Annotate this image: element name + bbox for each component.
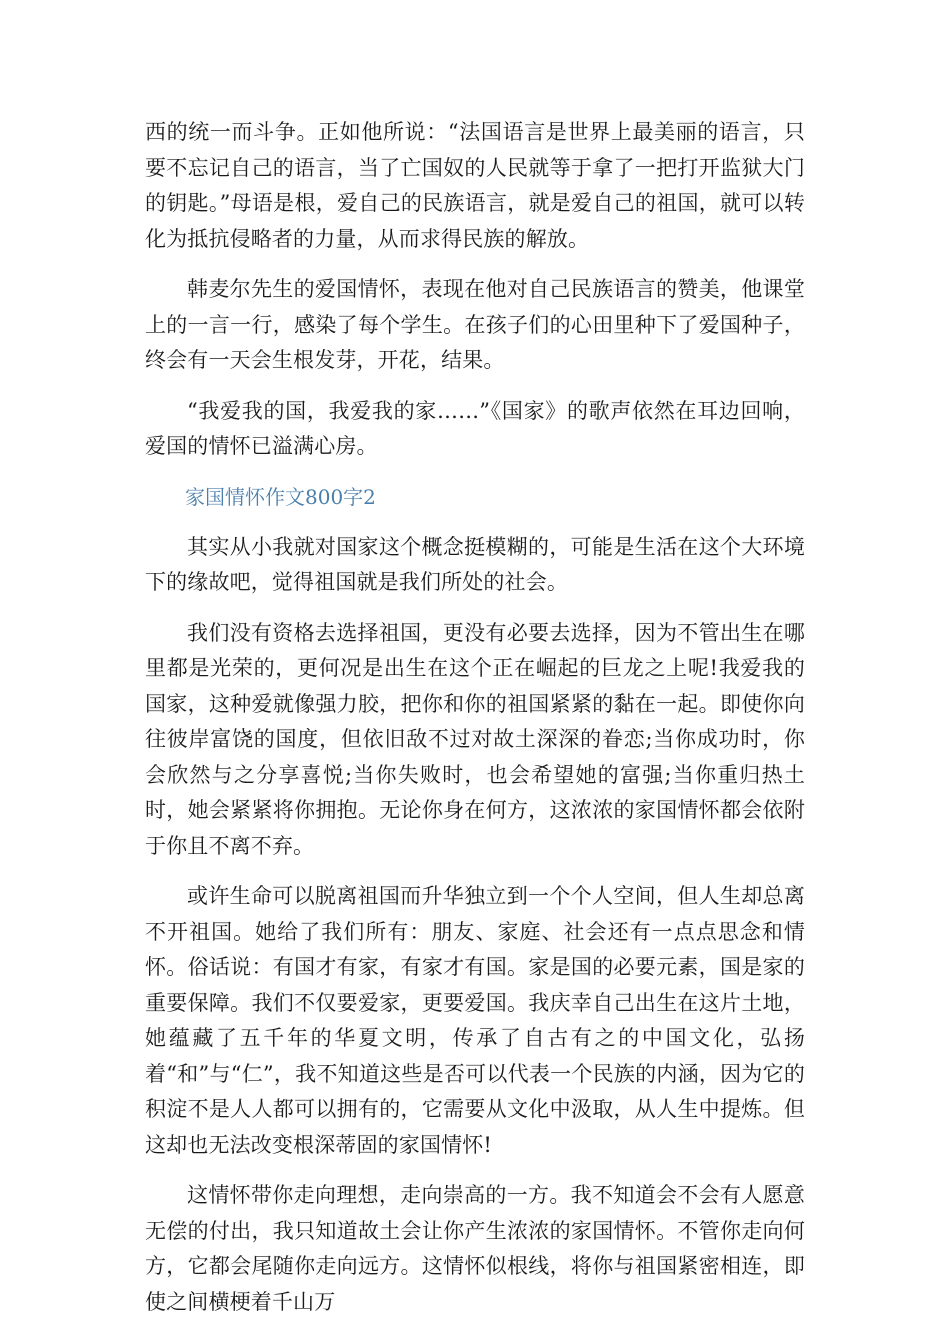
paragraph-sentiment: 这情怀带你走向理想，走向崇高的一方。我不知道会不会有人愿意无偿的付出，我只知道故土会让你产生浓浓的家国情怀。不管你走向何方，它都会尾随你走向远方。这情怀似根线，将你与祖国紧密相连，即使之间横梗着千山万 <box>145 1183 805 1314</box>
paragraph-love-country: 我们没有资格去选择祖国，更没有必要去选择，因为不管出生在哪里都是光荣的，更何况是出生在这个正在崛起的巨龙之上呢!我爱我的国家，这种爱就像强力胶，把你和你的祖国紧紧的黏在一起。即使你向往彼岸富饶的国度，但依旧敌不过对故土深深的眷恋;当你成功时，你会欣然与之分享喜悦;当你失败时，也会希望她的富强;当你重归热土时，她会紧紧将你拥抱。无论你身在何方，这浓浓的家国情怀都会依附于你且不离不弃。 <box>145 620 805 858</box>
paragraph-teacher-patriotism: 韩麦尔先生的爱国情怀，表现在他对自己民族语言的赞美，他课堂上的一言一行，感染了每个学生。在孩子们的心田里种下了爱国种子，终会有一天会生根发芽，开花，结果。 <box>145 277 805 372</box>
paragraph-life-and-country: 或许生命可以脱离祖国而升华独立到一个个人空间，但人生却总离不开祖国。她给了我们所有：朋友、家庭、社会还有一点点思念和情怀。俗话说：有国才有家，有家才有国。家是国的必要元素，国是家的重要保障。我们不仅要爱家，更要爱国。我庆幸自己出生在这片土地，她蕴藏了五千年的华夏文明，传承了自古有之的中国文化，弘扬着“和”与“仁”，我不知道这些是否可以代表一个民族的内涵，因为它的积淀不是人人都可以拥有的，它需要从文化中汲取，从人生中提炼。但这却也无法改变根深蒂固的家国情怀! <box>145 884 805 1157</box>
paragraph-continued: 西的统一而斗争。正如他所说：“法国语言是世界上最美丽的语言，只要不忘记自己的语言，当了亡国奴的人民就等于拿了一把打开监狱大门的钥匙。”母语是根，爱自己的民族语言，就是爱自己的祖国，就可以转化为抵抗侵略者的力量，从而求得民族的解放。 <box>145 120 805 251</box>
paragraph-song-quote: “我爱我的国，我爱我的家……”《国家》的歌声依然在耳边回响，爱国的情怀已溢满心房。 <box>145 398 805 458</box>
section-heading: 家国情怀作文800字2 <box>185 484 376 509</box>
paragraph-childhood: 其实从小我就对国家这个概念挺模糊的，可能是生活在这个大环境下的缘故吧，觉得祖国就是我们所处的社会。 <box>145 534 805 594</box>
document-page <box>145 115 805 1320</box>
